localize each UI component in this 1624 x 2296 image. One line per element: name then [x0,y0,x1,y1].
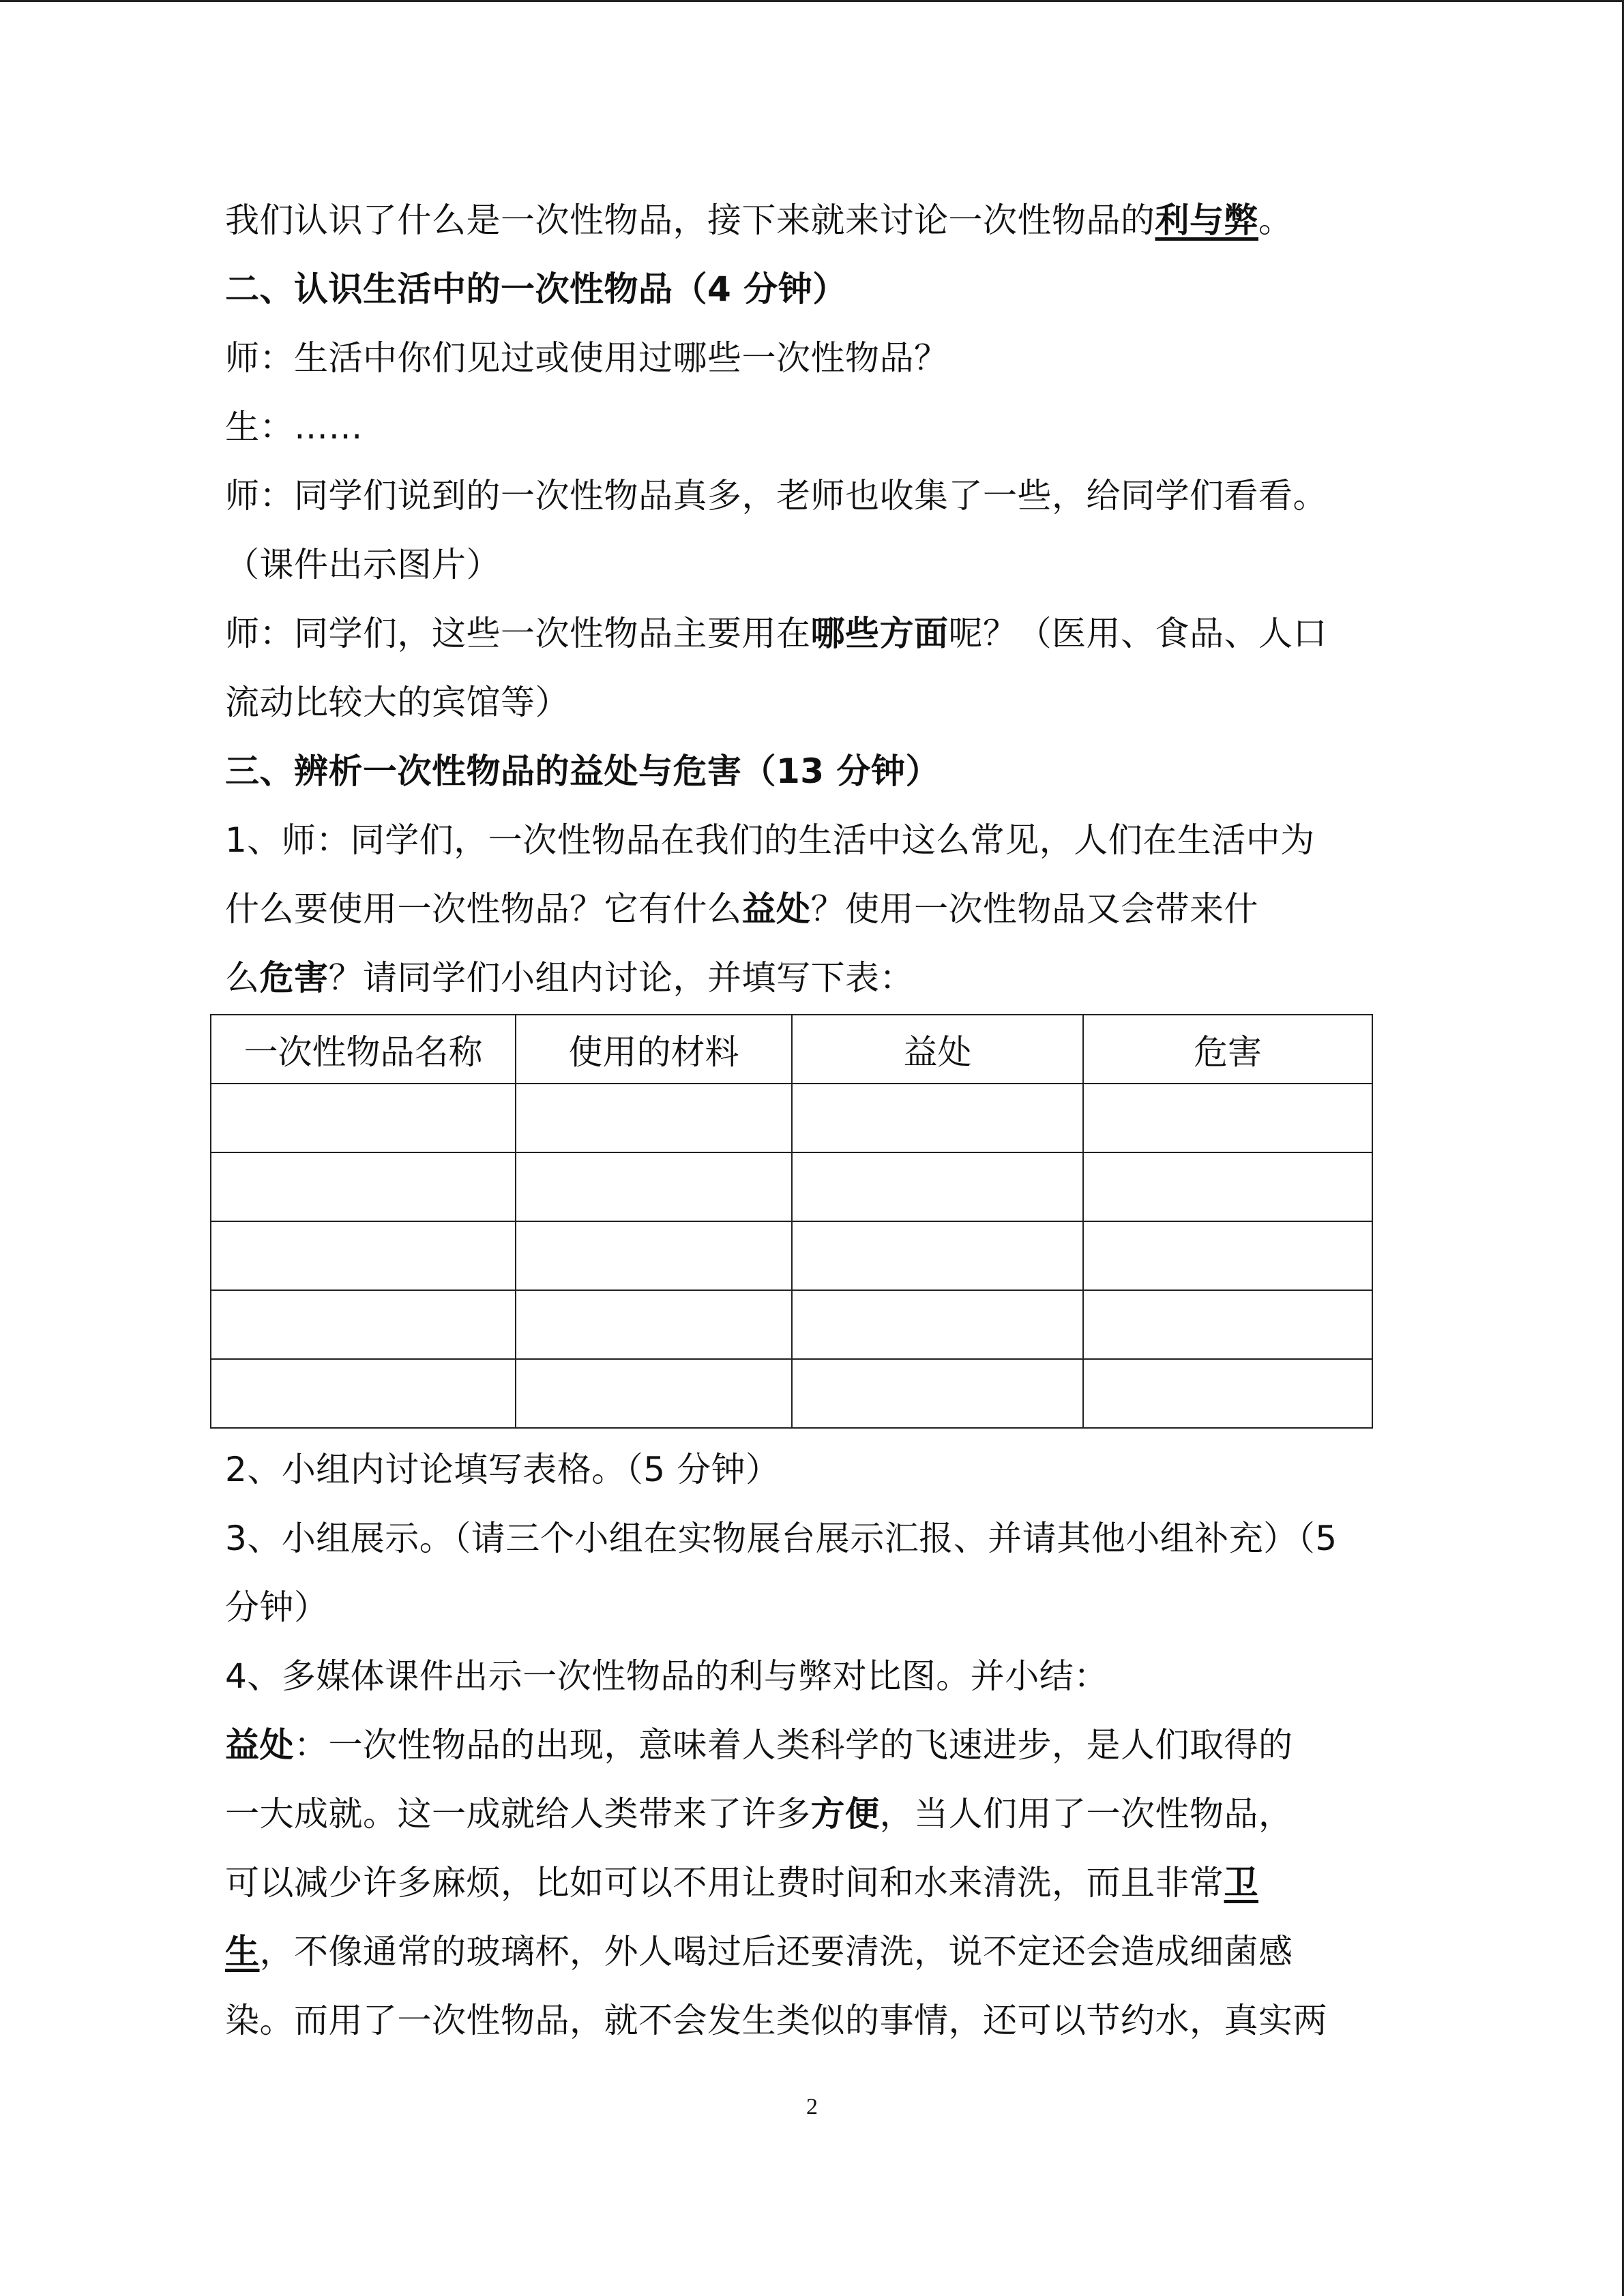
table-header-row [211,1015,1372,1084]
table-header-cell: 益处 [792,1015,1083,1084]
paragraph-line-19 [225,1849,1398,1918]
emphasis-harms: 危害 [259,958,329,998]
text-span: ？请同学们小组内讨论，并填写下表： [328,958,914,998]
paragraph-line-6: （课件出示图片） [225,545,501,584]
paragraph-line-4: 生：…… [225,407,363,447]
emphasis-hygiene-part2: 生 [225,1932,260,1971]
text-span: 呢？（医用、食品、人口 [948,614,1327,653]
table-cell [211,1359,516,1428]
section-heading-2: 二、认识生活中的一次性物品（4 分钟） [225,269,847,309]
paragraph-line-5: 师：同学们说到的一次性物品真多，老师也收集了一些，给同学们看看。 [225,476,1327,516]
table-cell [516,1359,792,1428]
text-span: 。 [1258,200,1293,240]
table-cell [792,1359,1083,1428]
table-cell [1083,1221,1372,1290]
table-row [211,1152,1372,1221]
paragraph-line-11 [225,875,1398,944]
emphasis-convenience: 方便 [810,1794,880,1834]
table-row [211,1084,1372,1152]
paragraph-line-21: 染。而用了一次性物品，就不会发生类似的事情，还可以节约水，真实两 [225,2001,1327,2040]
paragraph-line-20 [225,1918,1398,1986]
worksheet-table [210,1014,1373,1429]
table-header-cell: 危害 [1083,1015,1372,1084]
table-cell [1083,1290,1372,1359]
emphasis-hygiene-part1: 卫 [1224,1863,1258,1903]
table-cell [516,1084,792,1152]
table-row [211,1221,1372,1290]
table-header-cell: 使用的材料 [516,1015,792,1084]
text-span: 可以减少许多麻烦，比如可以不用让费时间和水来清洗，而且非常 [225,1863,1224,1903]
table-cell [516,1290,792,1359]
text-span: ：一次性物品的出现，意味着人类科学的飞速进步，是人们取得的 [294,1725,1293,1765]
table-cell [1083,1152,1372,1221]
paragraph-line-1 [225,186,1398,255]
paragraph-line-18 [225,1780,1398,1849]
table-cell [516,1152,792,1221]
text-span: ，当人们用了一次性物品， [879,1794,1293,1834]
paragraph-line-12 [225,944,1398,1013]
text-span: 一大成就。这一成就给人类带来了许多 [225,1794,811,1834]
page-content [225,186,1398,2055]
text-span: 么 [225,958,260,998]
paragraph-line-13: 2、小组内讨论填写表格。（5 分钟） [225,1450,780,1489]
paragraph-line-17 [225,1711,1398,1780]
text-span: ，不像通常的玻璃杯，外人喝过后还要清洗，说不定还会造成细菌感 [259,1932,1293,1971]
table-header-cell: 一次性物品名称 [211,1015,516,1084]
paragraph-line-16: 4、多媒体课件出示一次性物品的利与弊对比图。并小结： [225,1656,1108,1696]
table-cell [211,1084,516,1152]
table-cell [792,1084,1083,1152]
table-cell [211,1290,516,1359]
paragraph-line-15: 分钟） [225,1587,329,1627]
table-row [211,1359,1372,1428]
table-cell [211,1152,516,1221]
text-span: ？使用一次性物品又会带来什 [810,889,1258,929]
paragraph-line-8: 流动比较大的宾馆等） [225,683,570,722]
emphasis-benefits-drawbacks: 利与弊 [1155,200,1258,240]
text-span: 什么要使用一次性物品？它有什么 [225,889,742,929]
table-cell [516,1221,792,1290]
table-cell [211,1221,516,1290]
table-cell [1083,1084,1372,1152]
paragraph-line-3: 师：生活中你们见过或使用过哪些一次性物品？ [225,338,949,378]
section-heading-3: 三、辨析一次性物品的益处与危害（13 分钟） [225,751,940,791]
emphasis-benefits: 益处 [225,1725,294,1765]
emphasis-benefits: 益处 [741,889,811,929]
emphasis-aspects: 哪些方面 [810,614,949,653]
table-cell [792,1290,1083,1359]
text-span: 我们认识了什么是一次性物品，接下来就来讨论一次性物品的 [225,200,1155,240]
table-row [211,1290,1372,1359]
paragraph-line-14: 3、小组展示。（请三个小组在实物展台展示汇报、并请其他小组补充）（5 [225,1519,1338,1558]
table-cell [792,1221,1083,1290]
paragraph-line-10: 1、师：同学们，一次性物品在我们的生活中这么常见，人们在生活中为 [225,820,1315,860]
paragraph-line-7 [225,599,1398,668]
page-number: 2 [806,2094,818,2119]
table-cell [1083,1359,1372,1428]
text-span: 师：同学们，这些一次性物品主要用在 [225,614,811,653]
table-cell [792,1152,1083,1221]
